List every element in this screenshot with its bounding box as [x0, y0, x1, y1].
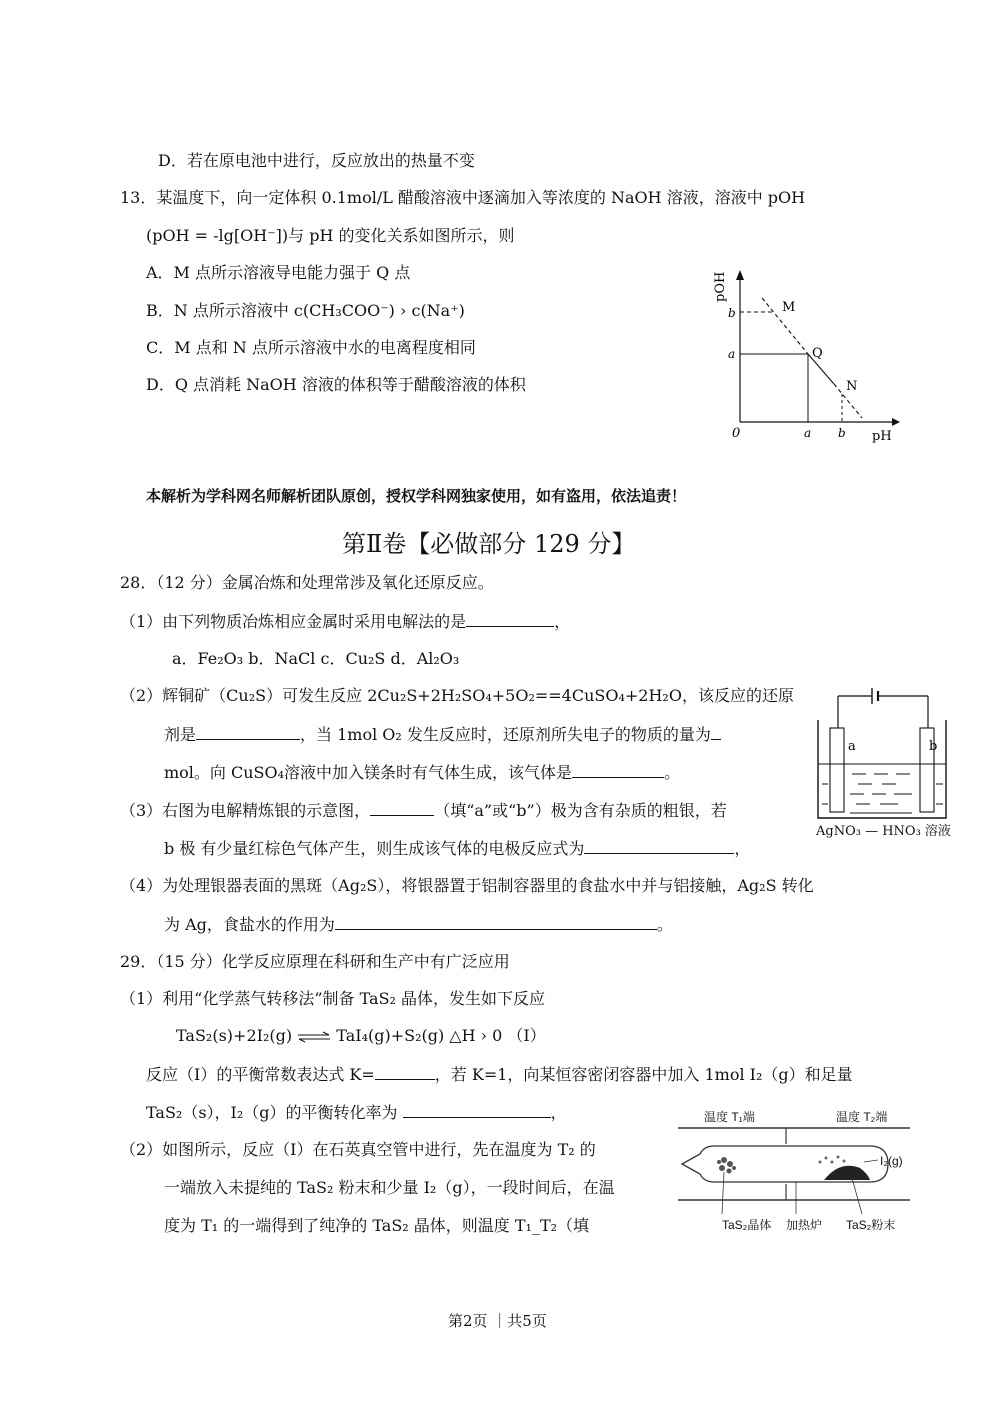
- q28-reductant-blank[interactable]: [196, 723, 300, 740]
- q29-k-line2: TaS₂（s），I₂（g）的平衡转化率为 ，: [146, 1103, 567, 1122]
- point-n-label: N: [846, 379, 858, 394]
- electrolysis-cell-figure: [812, 676, 952, 826]
- q13-option-d: D．Q 点消耗 NaOH 溶液的体积等于醋酸溶液的体积: [146, 375, 526, 394]
- y-axis-arrow: [736, 270, 744, 280]
- poh-ph-graph: [712, 262, 902, 447]
- q28-brine-role-blank[interactable]: [335, 913, 657, 930]
- q28-electrode-blank[interactable]: [370, 799, 434, 816]
- point-m-label: M: [782, 300, 796, 315]
- electrode-a: [830, 728, 844, 812]
- x-axis-label: pH: [872, 429, 892, 444]
- x-axis-arrow: [892, 418, 900, 426]
- q28-part1-options: a．Fe₂O₃ b．NaCl c．Cu₂S d．Al₂O₃: [172, 649, 460, 668]
- q13-option-b: B．N 点所示溶液中 c(CH₃COO⁻) › c(Na⁺): [146, 301, 465, 320]
- x-tick-a: a: [804, 426, 812, 440]
- q28-equation-blank[interactable]: [584, 837, 734, 854]
- q29-equation: TaS₂(s)+2I₂(g) TaI₄(g)+S₂(g) △H › 0 （I）: [176, 1026, 546, 1045]
- q28-part2-line1: （2）辉铜矿（Cu₂S）可发生反应 2Cu₂S+2H₂SO₄+5O₂==4CuSO₄+2H₂O，该反应的还原: [120, 686, 794, 705]
- q28-part1: （1）由下列物质冶炼相应金属时采用电解法的是 ，: [120, 612, 571, 631]
- q28-part2-line3: mol。向 CuSO₄溶液中加入镁条时有气体生成，该气体是 。: [164, 763, 681, 782]
- page-footer: 第2页 ｜共5页: [448, 1312, 547, 1330]
- y-axis-label: pOH: [713, 271, 728, 302]
- q28-head: 28．（12 分）金属冶炼和处理常涉及氧化还原反应。: [120, 573, 494, 592]
- q28-electron-blank[interactable]: [711, 723, 721, 740]
- y-tick-a: a: [728, 347, 736, 361]
- point-q-label: Q: [812, 346, 823, 361]
- q29-part2-line1: （2）如图所示，反应（I）在石英真空管中进行，先在温度为 T₂ 的: [120, 1140, 596, 1159]
- q29-k-blank[interactable]: [375, 1063, 435, 1080]
- reversible-arrow-icon: [297, 1031, 331, 1043]
- electrode-b-label: b: [929, 739, 938, 754]
- q28-part3-line2: b 极 有少量红棕色气体产生，则生成该气体的电极反应式为 ，: [164, 839, 751, 858]
- tas2-powder-label: TaS₂粉末: [846, 1218, 896, 1232]
- q29-head: 29．（15 分）化学反应原理在科研和生产中有广泛应用: [120, 952, 510, 971]
- q28-part4-line2: 为 Ag，食盐水的作用为 。: [164, 915, 673, 934]
- q13-stem-line1: 13．某温度下，向一定体积 0.1mol/L 醋酸溶液中逐滴加入等浓度的 NaOH 溶液，溶液中 pOH: [120, 188, 806, 207]
- temp-t2-label: 温度 T₂端: [836, 1110, 888, 1124]
- electrolyte-caption: AgNO₃ — HNO₃ 溶液: [816, 824, 951, 839]
- copyright-notice: 本解析为学科网名师解析团队原创，授权学科网独家使用，如有盗用，依法追责！: [146, 487, 687, 505]
- i2-gas-label: I₂(g): [880, 1154, 903, 1168]
- q13-option-a: A．M 点所示溶液导电能力强于 Q 点: [146, 263, 411, 282]
- origin-label: 0: [732, 426, 741, 441]
- y-tick-b: b: [728, 306, 736, 320]
- q29-part2-line3: 度为 T₁ 的一端得到了纯净的 TaS₂ 晶体，则温度 T₁_T₂（填: [164, 1216, 590, 1235]
- q13-stem-line2: (pOH = -lg[OH⁻])与 pH 的变化关系如图所示，则: [146, 226, 515, 245]
- q28-part3-line1: （3）右图为电解精炼银的示意图， （填“a”或“b”）极为含有杂质的粗银，若: [120, 801, 727, 820]
- q28-gas-blank[interactable]: [572, 761, 664, 778]
- q28-part4-line1: （4）为处理银器表面的黑斑（Ag₂S），将银器置于铝制容器里的食盐水中并与铝接触，Ag₂S 转化: [120, 876, 814, 895]
- tas2-crystal-label: TaS₂晶体: [722, 1218, 772, 1232]
- q29-part2-line2: 一端放入未提纯的 TaS₂ 粉末和少量 I₂（g），一段时间后，在温: [164, 1178, 615, 1197]
- q29-k-line1: 反应（I）的平衡常数表达式 K= ，若 K=1，向某恒容密闭容器中加入 1mol I₂（g）和足量: [146, 1065, 853, 1084]
- q29-part1: （1）利用“化学蒸气转移法”制备 TaS₂ 晶体，发生如下反应: [120, 989, 546, 1008]
- furnace-label: 加热炉: [786, 1218, 823, 1232]
- q13-option-c: C．M 点和 N 点所示溶液中水的电离程度相同: [146, 338, 476, 357]
- q29-conversion-blank[interactable]: [403, 1101, 551, 1118]
- q28-p1-blank[interactable]: [466, 610, 554, 627]
- section-title: 第Ⅱ卷【必做部分 129 分】: [342, 530, 636, 558]
- electrode-a-label: a: [848, 739, 856, 754]
- x-tick-b: b: [838, 426, 846, 440]
- temp-t1-label: 温度 T₁端: [704, 1110, 755, 1124]
- q12-option-d: D．若在原电池中进行，反应放出的热量不变: [158, 151, 475, 170]
- q28-part2-line2: 剂是 ，当 1mol O₂ 发生反应时，还原剂所失电子的物质的量为: [164, 723, 721, 746]
